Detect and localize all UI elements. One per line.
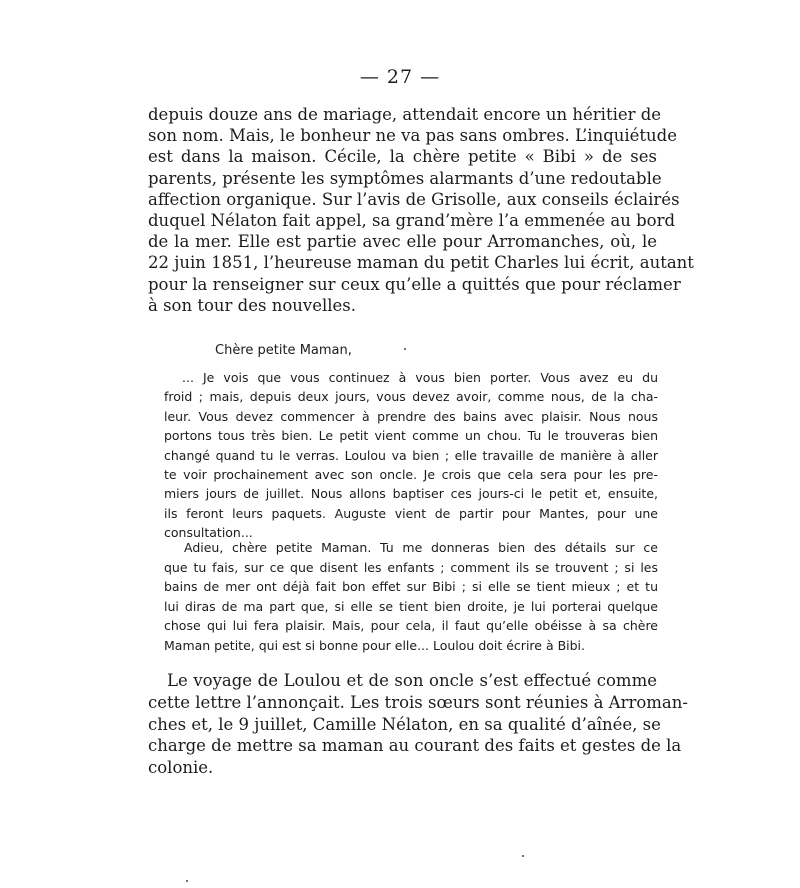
letter-text-line: leur. Vous devez commencer à prendre des bains avec plaisir. Nous nous xyxy=(164,408,658,424)
scan-speck xyxy=(186,880,188,882)
letter-text-line: ... Je vois que vous continuez à vous bien porter. Vous avez eu du xyxy=(182,370,658,385)
body-text-line: affection organique. Sur l’avis de Grisolle, aux conseils éclairés xyxy=(148,189,680,209)
scan-speck xyxy=(522,855,524,857)
body-text-line: Le voyage de Loulou et de son oncle s’est effectué comme xyxy=(167,671,657,690)
page-number: — 27 — xyxy=(359,66,441,88)
scan-speck xyxy=(404,348,406,350)
body-text-line: de la mer. Elle est partie avec elle pour Arromanches, où, le xyxy=(148,232,657,252)
body-text-line: son nom. Mais, le bonheur ne va pas sans ombres. L’inquiétude xyxy=(148,126,678,146)
letter-text-line: lui diras de ma part que, si elle se tient bien droite, je lui porterai quelque xyxy=(164,598,658,614)
letter-text-line: miers jours de juillet. Nous allons baptiser ces jours-ci le petit et, ensuite, xyxy=(164,486,658,502)
letter-text-line: Adieu, chère petite Maman. Tu me donneras bien des détails sur ce xyxy=(184,540,658,555)
letter-text-line: Maman petite, qui est si bonne pour elle... Loulou doit écrire à Bibi. xyxy=(164,638,586,653)
body-text-line: ches et, le 9 juillet, Camille Nélaton, en sa qualité d’aînée, se xyxy=(148,714,661,734)
body-text-line: pour la renseigner sur ceux qu’elle a quittés que pour réclamer xyxy=(148,274,681,294)
letter-text-line: froid ; mais, depuis deux jours, vous devez avoir, comme nous, de la cha- xyxy=(164,389,658,405)
body-text-line: cette lettre l’annonçait. Les trois sœurs sont réunies à Arroman- xyxy=(148,692,688,712)
body-text-line: est dans la maison. Cécile, la chère petite « Bibi » de ses xyxy=(148,147,657,167)
letter-text-line: changé quand tu le verras. Loulou va bien ; elle travaille de manière à aller xyxy=(164,447,658,463)
body-text-line: depuis douze ans de mariage, attendait encore un héritier de xyxy=(148,105,662,124)
body-text-line: colonie. xyxy=(148,758,214,778)
letter-text-line: te voir prochainement avec son oncle. Je crois que cela sera pour les pre- xyxy=(164,467,658,482)
body-text-line: duquel Nélaton fait appel, sa grand’mère l’a emmenée au bord xyxy=(148,211,676,230)
letter-text-line: chose qui lui fera plaisir. Mais, pour cela, il faut qu’elle obéisse à sa chère xyxy=(164,618,658,634)
letter-salutation: Chère petite Maman, xyxy=(215,343,352,358)
body-text-line: 22 juin 1851, l’heureuse maman du petit Charles lui écrit, autant xyxy=(148,253,694,273)
body-text-line: à son tour des nouvelles. xyxy=(148,295,357,315)
letter-text-line: que tu fais, sur ce que disent les enfants ; comment ils se trouvent ; si les xyxy=(164,559,658,575)
body-text-line: charge de mettre sa maman au courant des faits et gestes de la xyxy=(148,736,682,756)
letter-text-line: ils feront leurs paquets. Auguste vient de partir pour Mantes, pour une xyxy=(164,505,658,521)
body-text-line: parents, présente les symptômes alarmants d’une redoutable xyxy=(148,168,662,188)
letter-text-line: bains de mer ont déjà fait bon effet sur Bibi ; si elle se tient mieux ; et tu xyxy=(164,579,658,595)
letter-text-line: consultation... xyxy=(164,525,253,541)
letter-text-line: portons tous très bien. Le petit vient comme un chou. Tu le trouveras bien xyxy=(164,428,658,444)
